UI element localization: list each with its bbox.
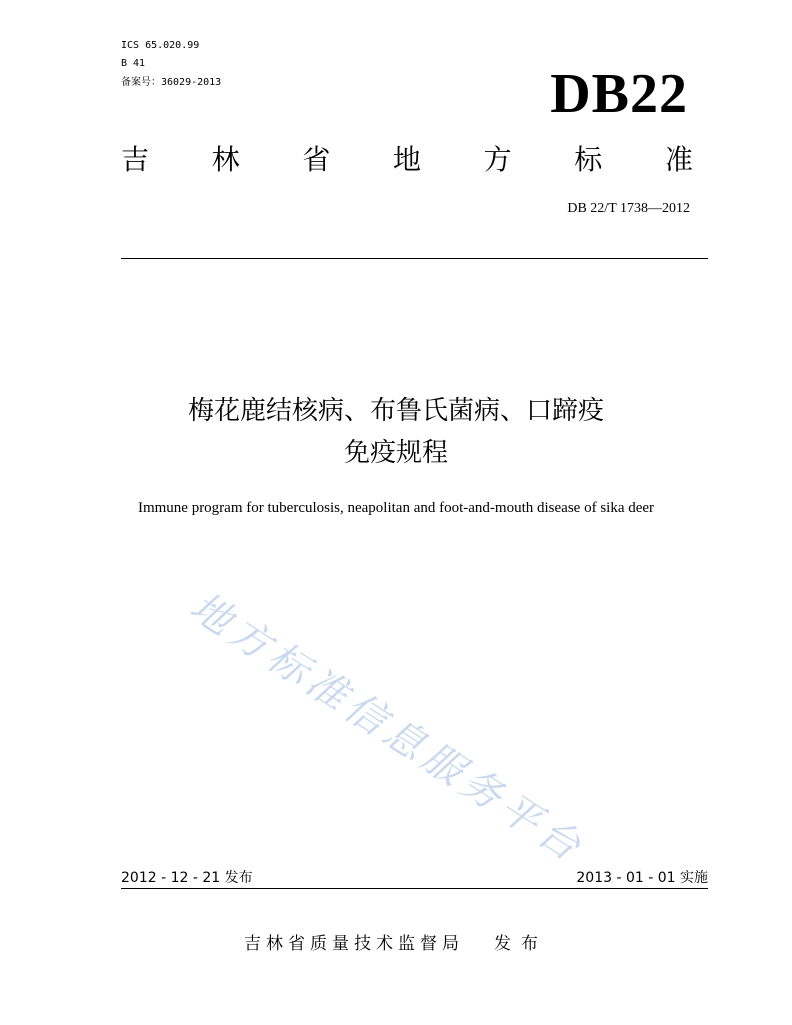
publish-action: 发布 — [494, 934, 548, 954]
category-char: 林 — [211, 143, 240, 176]
publisher-name: 吉林省质量技术监督局 — [244, 934, 464, 954]
category-char: 省 — [302, 143, 331, 176]
implementation-date: 2013 - 01 - 01 实施 — [576, 870, 708, 886]
issue-date: 2012 - 12 - 21 发布 — [121, 870, 253, 886]
category-char: 吉 — [121, 143, 150, 176]
category-char: 地 — [392, 143, 421, 176]
title-chinese-line-2: 免疫规程 — [343, 438, 448, 468]
ics-code: ICS 65.020.99 — [121, 40, 200, 51]
category-char: 方 — [483, 143, 512, 176]
standard-category — [121, 142, 693, 178]
standard-code-logo: DB22 — [550, 63, 688, 125]
title-chinese-line-1: 梅花鹿结核病、布鲁氏菌病、口蹄疫 — [187, 396, 604, 426]
classification-code: B 41 — [121, 58, 146, 69]
category-char: 标 — [574, 143, 603, 176]
publisher-line — [0, 932, 792, 956]
filing-number: 备案号：36029-2013 — [121, 77, 222, 88]
category-char: 准 — [664, 143, 693, 176]
watermark-text: 地方标准信息服务平台 — [181, 583, 593, 873]
standard-number: DB 22/T 1738—2012 — [567, 201, 690, 216]
header-divider — [121, 258, 708, 259]
footer-divider — [121, 888, 708, 889]
title-english: Immune program for tuberculosis, neapolitan and foot-and-mouth disease of sika deer — [137, 500, 655, 516]
